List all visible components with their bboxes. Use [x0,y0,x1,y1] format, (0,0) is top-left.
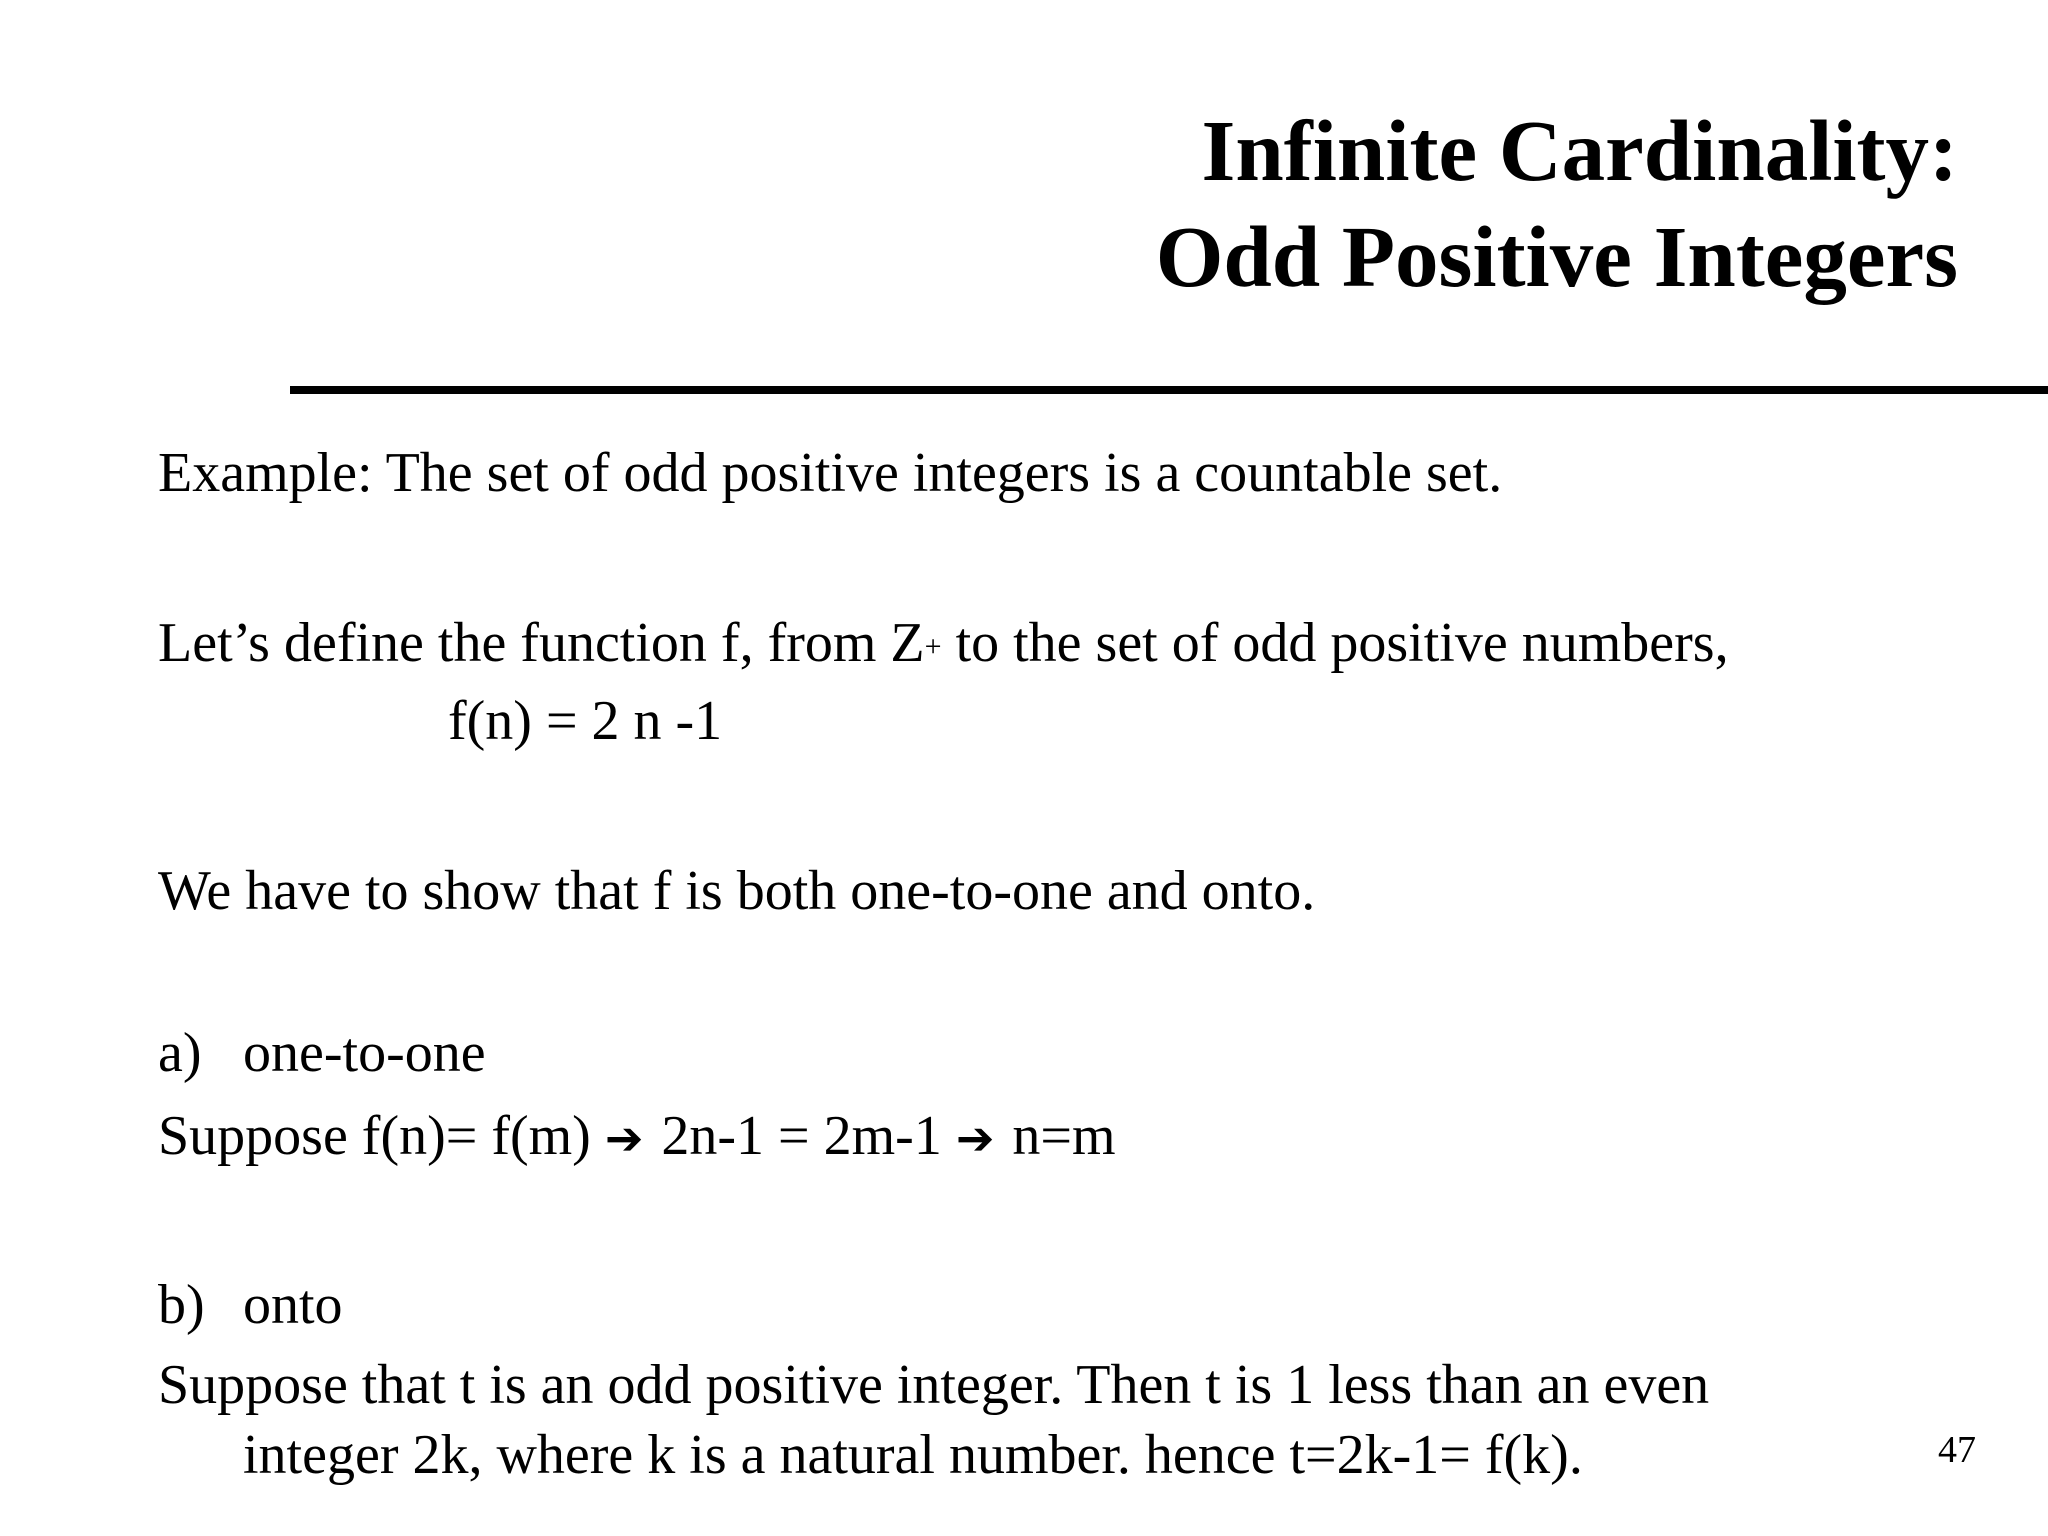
part-b-proof-line-1: Suppose that t is an odd positive integer. Then t is 1 less than an even [158,1354,1710,1416]
slide-title-line-1: Infinite Cardinality: [1201,102,1958,199]
part-a-label: a) [158,1022,202,1084]
proof-step-2: 2n-1 = 2m-1 [661,1105,942,1167]
part-b-label: b) [158,1274,205,1336]
page-number: 47 [1938,1429,1976,1471]
part-a-proof [158,1103,1116,1171]
title-divider [290,386,2048,394]
slide-title [1156,98,1958,310]
definition-text-end: to the set of odd positive numbers, [941,612,1729,674]
part-a-heading: one-to-one [243,1022,486,1084]
proof-step-3: n=m [1012,1105,1116,1167]
example-statement: Example: The set of odd positive integers is a countable set. [158,442,1503,504]
part-b-heading: onto [243,1274,343,1336]
part-b-proof-line-2: integer 2k, where k is a natural number. hence t=2k-1= f(k). [243,1424,1583,1486]
function-definition [158,610,1729,676]
superscript-plus: + [924,630,942,663]
slide-title-line-2: Odd Positive Integers [1155,208,1958,305]
implies-arrow-icon: ➔ [604,1111,644,1165]
implies-arrow-icon: ➔ [955,1111,995,1165]
proof-step-1: Suppose f(n)= f(m) [158,1105,591,1167]
definition-text-start: Let’s define the function f, from Z [158,612,925,674]
goal-statement: We have to show that f is both one-to-one and onto. [158,860,1316,922]
function-formula: f(n) = 2 n -1 [448,690,723,752]
